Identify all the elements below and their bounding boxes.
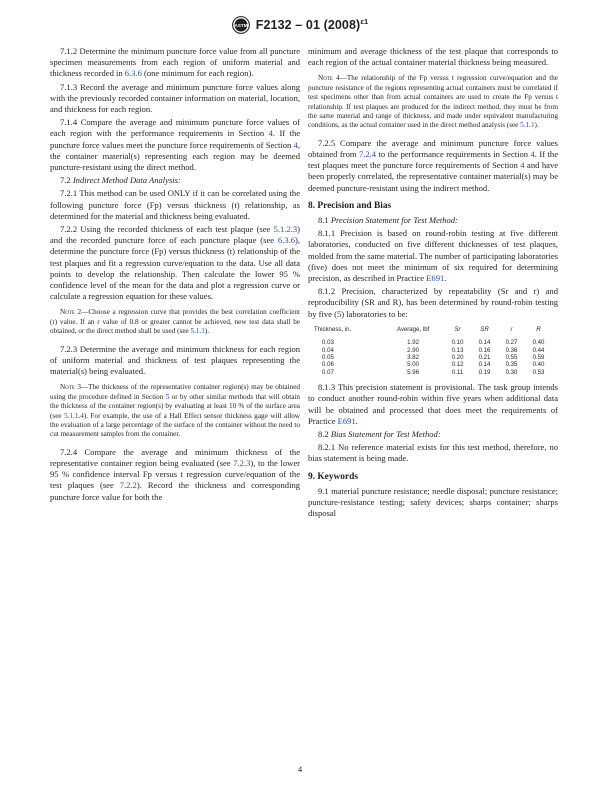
note-3: Note 3—The thickness of the representative container region(s) may be obtained using the procedure defined in Section 5 or by other similar methods that will obtain the thickness of the container region(s) by evaluating at least 10 % of the surface area (see 5.1.1.4). For example, the use of a Hall Effect sensor thickness gage will allow the evaluation of a large percentage of the surface of the container without the need to cut measurement samples from the container.	[50, 383, 301, 439]
svg-text:ASTM: ASTM	[234, 23, 248, 29]
standard-designation: F2132 – 01 $(2008)^{\varepsilon 1}$	[255, 17, 369, 33]
subsection-7-2-heading: 7.2 Indirect Method Data Analysis:	[60, 175, 181, 186]
para-8-1-2: 8.1.2 Precision, characterized by repeatability (Sr and r) and reproducibility (SR and R), has been determined by round-robin testing by five (5) laboratories to be:	[308, 286, 558, 319]
para-7-1-2: 7.1.2 Determine the minimum puncture force value from all puncture specimen measurements from each region of uniform material and thickness recorded in 6.3.6 (one minimum for each region).	[50, 46, 300, 79]
table-cell: 0.11	[451, 368, 464, 376]
table-header-cell: r	[510, 325, 513, 333]
section-9-heading: 9. Keywords	[308, 471, 358, 482]
precision-table	[312, 324, 552, 376]
table-cell: 0.16	[478, 346, 491, 354]
table-cell: 0.14	[478, 339, 491, 347]
table-cell: 0.59	[532, 353, 545, 361]
table-cell: 0.04	[322, 346, 334, 354]
note-2: Note 2—Choose a regression curve that provides the best correlation coefficient (r) value. If an r value of 0.8 or greater cannot be achieved, new test data shall be obtained, or the direct method shall be used (see 5.1.1).	[50, 308, 300, 336]
table-cell: 0.13	[451, 346, 464, 354]
xref-link[interactable]: 5.1.2.3	[273, 224, 298, 235]
para-7-2-4: 7.2.4 Compare the average and minimum thickness of the representative container region being evaluated (see 7.2.3), to the lower 95 % confidence interval Fp versus t regression curve/equation of the test plaques (see 7.2.2). Record the thickness and corresponding puncture force value for both the	[50, 446, 300, 502]
table-cell: 0.03	[322, 339, 334, 347]
table-cell: 3.82	[407, 353, 420, 361]
xref-link[interactable]: 7.2.3	[233, 457, 251, 468]
right-column	[308, 46, 558, 521]
table-header-cell: Average, lbf	[396, 325, 430, 333]
table-header-cell: Thickness, in.	[314, 325, 352, 333]
table-cell: 0.20	[451, 353, 464, 361]
table-cell: 0.55	[505, 353, 518, 361]
xref-link[interactable]: 4	[520, 160, 525, 171]
para-7-1-3: 7.1.3 Record the average and minimum puncture force values along with the previously recorded container information on material, location, and thickness for each region.	[50, 81, 300, 115]
table-cell: 0.05	[322, 353, 334, 361]
table-cell: 1.92	[407, 339, 420, 347]
table-row	[312, 339, 552, 346]
table-cell: 0.12	[451, 361, 464, 369]
xref-link[interactable]: 5.1.1.4	[64, 411, 84, 420]
table-header-cell: SR	[480, 325, 489, 333]
table-cell: 0.21	[478, 353, 491, 361]
table-cell: 2.90	[407, 346, 420, 354]
table-cell: 0.07	[322, 368, 334, 376]
para-9-1: 9.1 material puncture resistance; needle disposal; puncture resistance; puncture-resistance testing; safety devices; sharps container; sharps disposal	[308, 485, 558, 519]
xref-link[interactable]: 4	[293, 139, 298, 150]
para-7-2-3: 7.2.3 Determine the average and minimum thickness for each region of uniform material and thickness of test plaques representing the material(s) being evaluated.	[50, 343, 300, 377]
xref-link[interactable]: 5.1.1	[520, 121, 535, 130]
table-cell: 5.00	[407, 361, 420, 369]
xref-link[interactable]: E691	[426, 273, 445, 284]
table-cell: 0.06	[322, 361, 334, 369]
xref-link[interactable]: 7.2.4	[358, 149, 377, 160]
note-4: Note 4—The relationship of the Fp versus t regression curve/equation and the puncture resistance of the regions representing actual containers must be correlated if test specimens other than from actual containers are used to create the Fp versus t relationship. If test plaques are produced for the indirect method, they must be from the same material and range of thickness, and made under equivalent manufacturing conditions, as the actual container used in the direct method analysis (see 5.1.1).	[308, 74, 558, 130]
table-cell: 0.19	[478, 368, 491, 376]
table-cell: 0.14	[478, 361, 491, 369]
table-cell: 0.27	[505, 339, 518, 347]
xref-link[interactable]: 4	[268, 128, 273, 139]
table-cell: 0.10	[451, 339, 464, 347]
para-8-2-1: 8.2.1 No reference material exists for this test method, therefore, no bias statement is being made.	[308, 442, 558, 464]
table-cell: 5.96	[407, 368, 420, 376]
table-cell: 0.36	[505, 346, 518, 354]
table-row	[312, 369, 552, 376]
page-number: 4	[297, 764, 303, 774]
table-header-cell: Sr	[454, 325, 461, 333]
subsection-8-2-heading: 8.2 Bias Statement for Test Method:	[318, 428, 441, 439]
xref-link[interactable]: 5.1.1	[190, 327, 205, 336]
page-header	[0, 14, 600, 36]
para-7-1-4: 7.1.4 Compare the average and minimum puncture force values of each region with the performance requirements in Section 4. If the puncture force values meet the puncture force requirements of Section 4, the container material(s) representing each region may be deemed puncture-resistant using the direct method.	[50, 117, 301, 173]
xref-link[interactable]: 5	[165, 392, 170, 401]
table-cell: 0.53	[532, 368, 545, 376]
table-cell: 0.40	[532, 361, 545, 369]
xref-link[interactable]: 7.2.2	[119, 480, 137, 491]
table-row	[312, 361, 552, 368]
section-8-heading: 8. Precision and Bias	[308, 200, 392, 211]
table-cell: 0.40	[532, 339, 545, 347]
table-header-cell: R	[536, 325, 541, 333]
para-7-2-2: 7.2.2 Using the recorded thickness of each test plaque (see 5.1.2.3) and the recorded puncture force of each puncture plaque (see 6.3.6), determine the puncture force (Fp) versus thickness (t) relationship of the test plaques and fit a regression curve/equation to the data. Use all data points to develop the relationship. Then calculate the lower 95 % confidence level of the mean for the data and plot a regression curve or calculate a regression equation for these values.	[50, 224, 300, 302]
left-column	[50, 46, 300, 505]
para-7-2-1: 7.2.1 This method can be used ONLY if it can be correlated using the following puncture force (Fp) versus thickness (t) relationship, as determined for the material and thickness being evaluated.	[50, 188, 300, 221]
table-cell: 0.44	[532, 346, 545, 354]
xref-link[interactable]: 4	[530, 149, 535, 160]
table-header-row	[312, 324, 552, 339]
xref-link[interactable]: 6.3.6	[277, 235, 296, 246]
table-cell: 0.35	[505, 361, 518, 369]
para-8-1-1: 8.1.1 Precision is based on round-robin testing at five different laboratories, conducted on five different thicknesses of test plaques, molded from the same material. The number of participating laboratories (five) does not meet the minimum of six required for determining precision, as described in Practice E691.	[308, 228, 558, 284]
table-cell: 0.30	[505, 368, 518, 376]
table-row	[312, 354, 552, 361]
astm-logo-icon	[232, 16, 250, 34]
subsection-8-1-heading: 8.1 Precision Statement for Test Method:	[318, 215, 458, 226]
para-7-2-5: 7.2.5 Compare the average and minimum puncture force values obtained from 7.2.4 to the performance requirements in Section 4. If the test plaques meet the puncture force requirements of Section 4 and have been properly correlated, the representative container material(s) may be deemed puncture-resistant using the indirect method.	[308, 137, 559, 193]
xref-link[interactable]: 6.3.6	[124, 68, 142, 79]
xref-link[interactable]: E691	[337, 415, 356, 426]
para-8-1-3: 8.1.3 This precision statement is provisional. The task group intends to conduct another round-robin within five years when additional data will be obtained and processed that does meet the requirements of Practice E691.	[308, 382, 558, 426]
table-row	[312, 347, 552, 354]
para-7-2-4-continued: minimum and average thickness of the test plaque that corresponds to each region of the actual container material thickness being measured.	[308, 46, 558, 68]
